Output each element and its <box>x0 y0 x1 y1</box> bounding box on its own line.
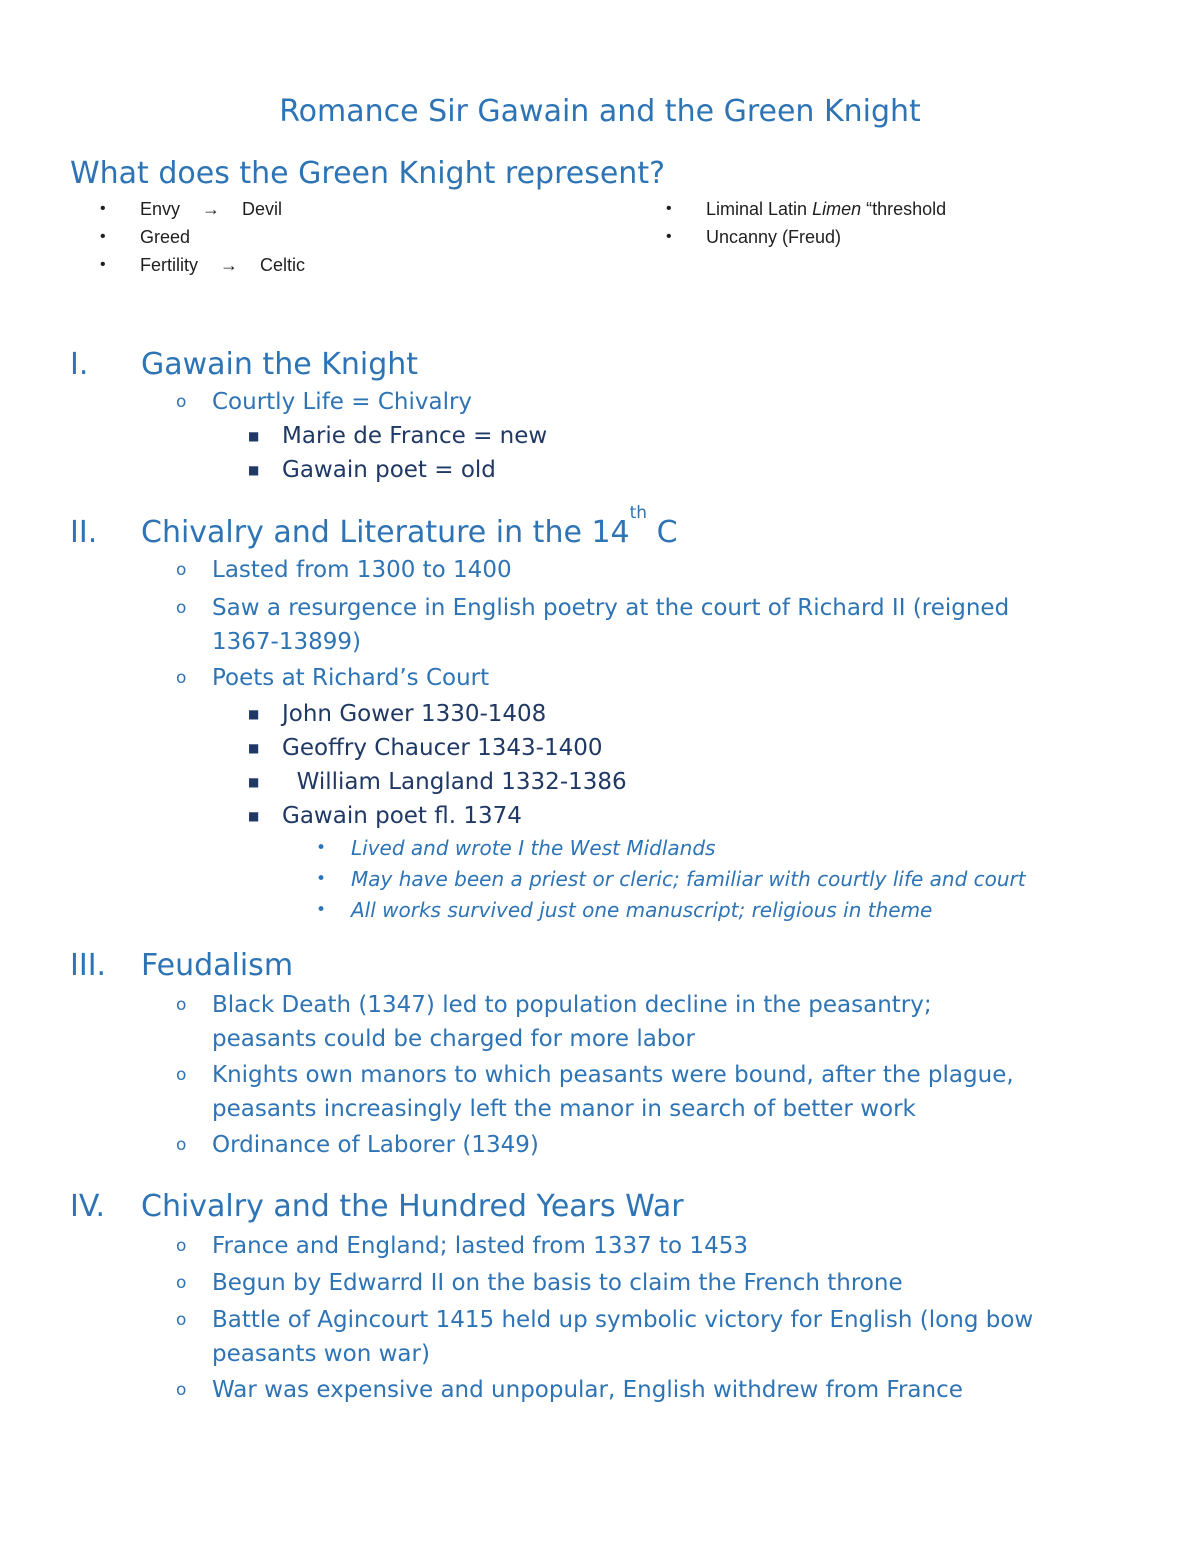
bullet-icon: • <box>100 256 106 273</box>
represent-list-left <box>100 195 305 279</box>
bullet-icon: • <box>666 228 672 245</box>
section-heading: I. Gawain the Knight <box>70 347 419 382</box>
list-item: • Lived and wrote I the West Midlands <box>70 833 1026 864</box>
bullet-icon: • <box>666 200 672 217</box>
section-heading: III. Feudalism <box>70 948 294 983</box>
circle-bullet-icon: o <box>176 1236 187 1256</box>
arrow-right-icon: → <box>202 199 221 219</box>
bullet-icon: • <box>316 838 327 858</box>
list-item: o Black Death (1347) led to population decline in the peasantry; peasants could be charged for more labor <box>70 988 1014 1056</box>
list-item: o Saw a resurgence in English poetry at the court of Richard II (reigned 1367-13899) <box>70 591 1026 659</box>
list-item: o Courtly Life = Chivalry <box>70 385 547 419</box>
circle-bullet-icon: o <box>176 560 187 580</box>
list-item: • All works survived just one manuscript; religious in theme <box>70 895 1026 926</box>
list-item: ■ Gawain poet = old <box>70 453 547 487</box>
list-item: ■ Marie de France = new <box>70 419 547 453</box>
bullet-icon: • <box>100 228 106 245</box>
list-item: • Greed <box>100 223 305 251</box>
section-4 <box>70 1187 1033 1407</box>
section-3 <box>70 946 1014 1162</box>
list-item: o Begun by Edwarrd II on the basis to claim the French throne <box>70 1266 1033 1300</box>
question-heading: What does the Green Knight represent? <box>70 156 666 191</box>
list-item: o France and England; lasted from 1337 to 1453 <box>70 1229 1033 1263</box>
list-item: • Liminal Latin Limen “threshold <box>666 195 946 223</box>
list-item: o Lasted from 1300 to 1400 <box>70 553 1026 587</box>
circle-bullet-icon: o <box>176 392 187 412</box>
list-item: o Knights own manors to which peasants were bound, after the plague, peasants increasingly left the manor in search of better work <box>70 1058 1014 1126</box>
list-item: • Envy → Devil <box>100 195 305 223</box>
circle-bullet-icon: o <box>176 1273 187 1293</box>
bullet-icon: • <box>100 200 106 217</box>
square-bullet-icon: ■ <box>248 707 260 721</box>
list-item: • Uncanny (Freud) <box>666 223 946 251</box>
square-bullet-icon: ■ <box>248 809 260 823</box>
circle-bullet-icon: o <box>176 1065 187 1085</box>
section-heading: IV. Chivalry and the Hundred Years War <box>70 1189 684 1224</box>
square-bullet-icon: ■ <box>248 429 260 443</box>
bullet-icon: • <box>316 869 327 889</box>
represent-list-right <box>666 195 946 251</box>
circle-bullet-icon: o <box>176 1310 187 1330</box>
square-bullet-icon: ■ <box>248 463 260 477</box>
square-bullet-icon: ■ <box>248 741 260 755</box>
arrow-right-icon: → <box>220 255 238 275</box>
circle-bullet-icon: o <box>176 995 187 1015</box>
circle-bullet-icon: o <box>176 668 187 688</box>
list-item: ■ Geoffry Chaucer 1343-1400 <box>70 731 1026 765</box>
circle-bullet-icon: o <box>176 1135 187 1155</box>
list-item: o Ordinance of Laborer (1349) <box>70 1128 1014 1162</box>
section-2 <box>70 503 1026 926</box>
list-item: o Poets at Richard’s Court <box>70 661 1026 695</box>
circle-bullet-icon: o <box>176 1380 187 1400</box>
list-item: ■ Gawain poet fl. 1374 <box>70 799 1026 833</box>
square-bullet-icon: ■ <box>248 775 260 789</box>
list-item: • May have been a priest or cleric; familiar with courtly life and court <box>70 864 1026 895</box>
list-item: o Battle of Agincourt 1415 held up symbolic victory for English (long bow peasants won war) <box>70 1303 1033 1371</box>
document-title: Romance Sir Gawain and the Green Knight <box>279 94 921 129</box>
list-item: ■ William Langland 1332-1386 <box>70 765 1026 799</box>
list-item: o War was expensive and unpopular, English withdrew from France <box>70 1373 1033 1407</box>
list-item: • Fertility → Celtic <box>100 251 305 279</box>
bullet-icon: • <box>316 900 327 920</box>
circle-bullet-icon: o <box>176 598 187 618</box>
section-1 <box>70 345 547 487</box>
section-heading: II. Chivalry and Literature in the 14 th C <box>70 503 678 550</box>
list-item: ■ John Gower 1330-1408 <box>70 697 1026 731</box>
